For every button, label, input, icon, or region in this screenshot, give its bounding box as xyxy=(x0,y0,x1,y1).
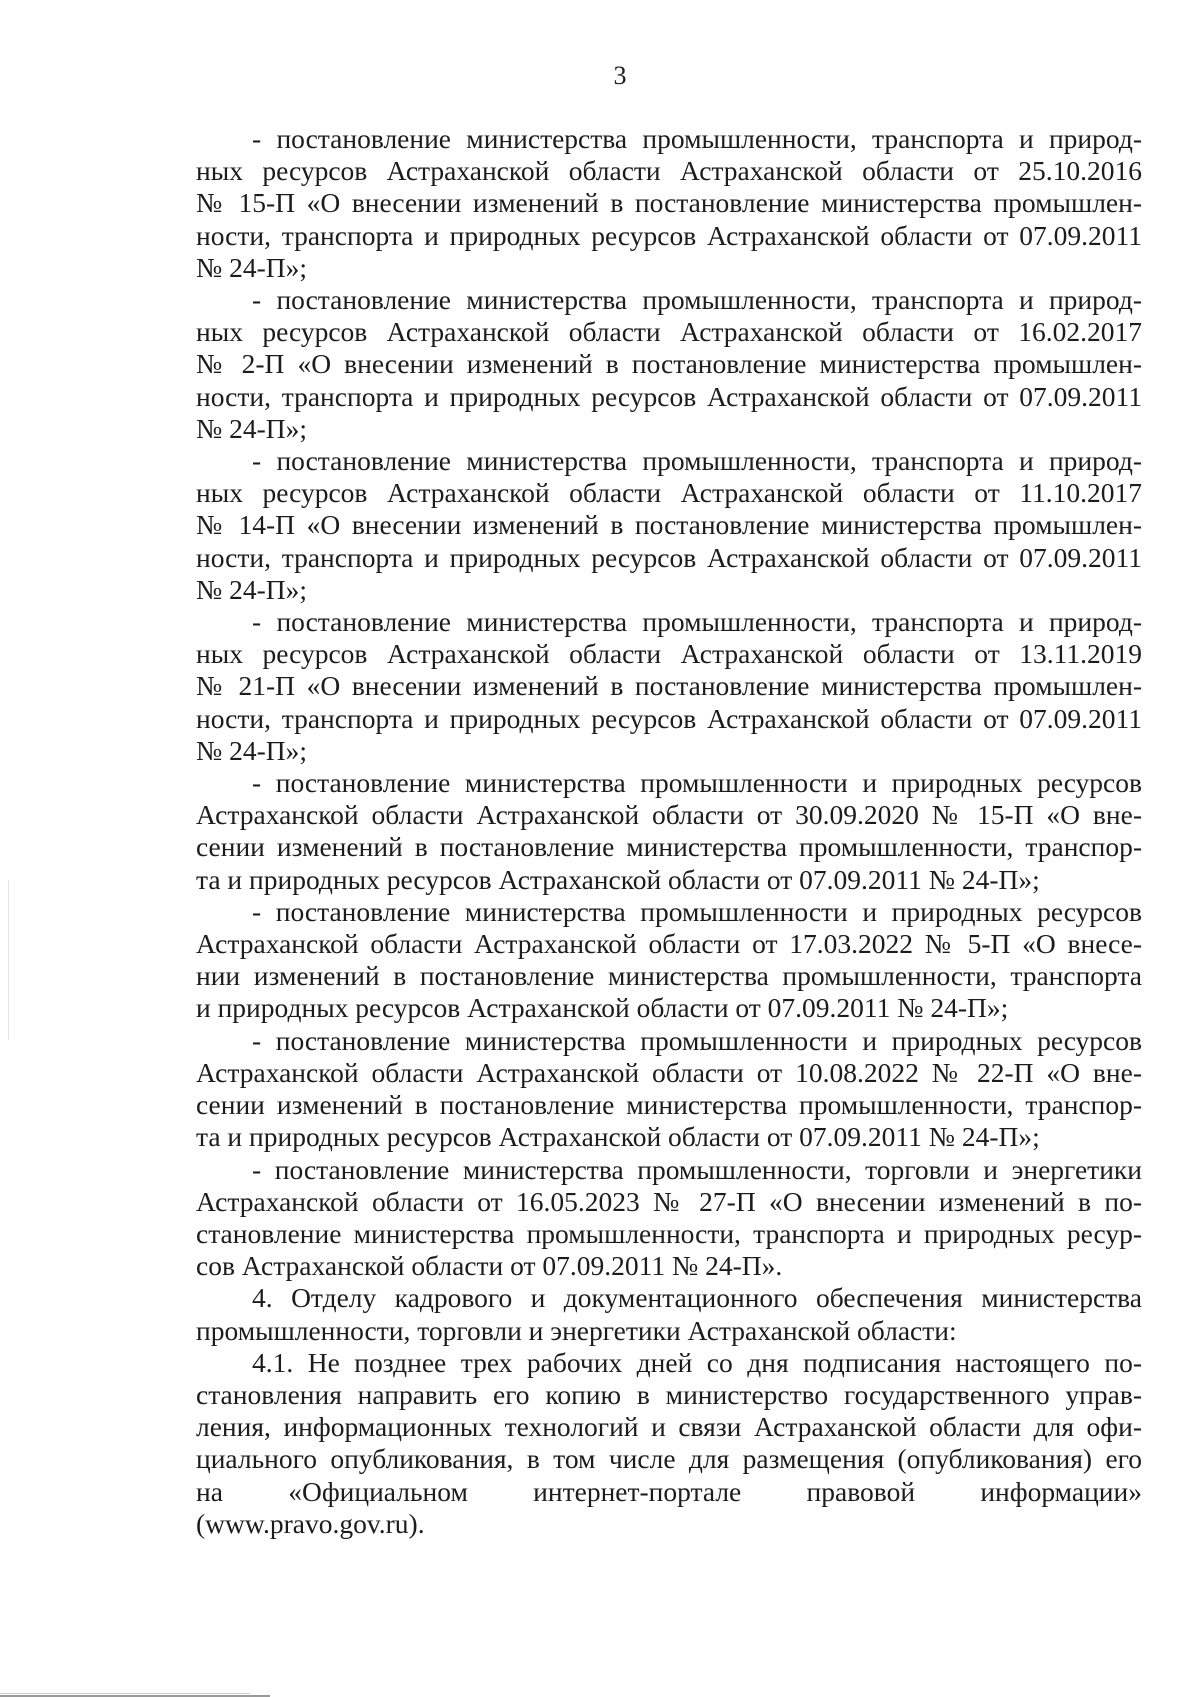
text-line: - постановление министерства промышленности и природных ресурсов xyxy=(252,767,1142,799)
text-line: - постановление министерства промышленности, транспорта и природ- xyxy=(252,445,1142,477)
text-line: та и природных ресурсов Астраханской области от 07.09.2011 № 24-П»; xyxy=(196,1121,1040,1153)
text-line: - постановление министерства промышленности и природных ресурсов xyxy=(252,895,1142,927)
text-line: 4.1. Не позднее трех рабочих дней со дня подписания настоящего по- xyxy=(252,1346,1142,1378)
text-line: сении изменений в постановление министерства промышленности, транспор- xyxy=(196,1089,1142,1121)
paragraph-amendment-2017-feb xyxy=(196,284,1142,445)
text-line: ных ресурсов Астраханской области Астраханской области от 11.10.2017 xyxy=(196,477,1142,509)
text-line: циального опубликования, в том числе для размещения (опубликования) его xyxy=(196,1443,1142,1475)
document-body xyxy=(196,123,1142,1540)
text-line: ности, транспорта и природных ресурсов Астраханской области от 07.09.2011 xyxy=(196,541,1142,573)
text-line: сении изменений в постановление министерства промышленности, транспор- xyxy=(196,831,1142,863)
paragraph-amendment-2016 xyxy=(196,123,1142,284)
text-line: № 2-П «О внесении изменений в постановление министерства промышлен- xyxy=(196,348,1142,380)
text-line: ности, транспорта и природных ресурсов Астраханской области от 07.09.2011 xyxy=(196,702,1142,734)
text-line: 4. Отделу кадрового и документационного обеспечения министерства xyxy=(252,1282,1142,1314)
text-line: № 24-П»; xyxy=(196,251,308,283)
text-line: и природных ресурсов Астраханской области от 07.09.2011 № 24-П»; xyxy=(196,992,1009,1024)
paragraph-amendment-2022-aug xyxy=(196,1025,1142,1154)
text-line: № 15-П «О внесении изменений в постановление министерства промышлен- xyxy=(196,187,1142,219)
text-line: ности, транспорта и природных ресурсов Астраханской области от 07.09.2011 xyxy=(196,219,1142,251)
paragraph-amendment-2019 xyxy=(196,606,1142,767)
text-line: нии изменений в постановление министерства промышленности, транспорта xyxy=(196,960,1142,992)
text-line: № 14-П «О внесении изменений в постановление министерства промышлен- xyxy=(196,509,1142,541)
text-line: Астраханской области от 16.05.2023 № 27-П «О внесении изменений в по- xyxy=(196,1185,1142,1217)
text-line: Астраханской области Астраханской области от 10.08.2022 № 22-П «О вне- xyxy=(196,1056,1142,1088)
text-line: ных ресурсов Астраханской области Астраханской области от 25.10.2016 xyxy=(196,155,1142,187)
paragraph-item-4-1 xyxy=(196,1347,1142,1540)
text-line: - постановление министерства промышленности и природных ресурсов xyxy=(252,1024,1142,1056)
scan-artifact xyxy=(0,1693,250,1694)
text-line: - постановление министерства промышленности, транспорта и природ- xyxy=(252,284,1142,316)
text-line: - постановление министерства промышленности, торговли и энергетики xyxy=(252,1153,1142,1185)
text-line: на «Официальном интернет-портале правовой информации» xyxy=(196,1475,1142,1507)
paragraph-amendment-2023 xyxy=(196,1154,1142,1283)
text-line: ных ресурсов Астраханской области Астраханской области от 16.02.2017 xyxy=(196,316,1142,348)
text-line: становления направить его копию в министерство государственного управ- xyxy=(196,1378,1142,1410)
text-line: Астраханской области Астраханской области от 17.03.2022 № 5-П «О внесе- xyxy=(196,928,1142,960)
text-line: промышленности, торговли и энергетики Астраханской области: xyxy=(196,1314,957,1346)
text-line: Астраханской области Астраханской области от 30.09.2020 № 15-П «О вне- xyxy=(196,799,1142,831)
scan-artifact xyxy=(8,880,9,1040)
text-line: (www.pravo.gov.ru). xyxy=(196,1507,425,1539)
page-number: 3 xyxy=(613,61,627,90)
text-line: та и природных ресурсов Астраханской области от 07.09.2011 № 24-П»; xyxy=(196,863,1040,895)
paragraph-amendment-2022-mar xyxy=(196,896,1142,1025)
text-line: № 24-П»; xyxy=(196,573,308,605)
text-line: - постановление министерства промышленности, транспорта и природ- xyxy=(252,123,1142,154)
text-line: - постановление министерства промышленности, транспорта и природ- xyxy=(252,606,1142,638)
text-line: становление министерства промышленности, транспорта и природных ресур- xyxy=(196,1217,1142,1249)
text-line: ных ресурсов Астраханской области Астраханской области от 13.11.2019 xyxy=(196,638,1142,670)
paragraph-amendment-2020 xyxy=(196,767,1142,896)
text-line: № 24-П»; xyxy=(196,412,308,444)
text-line: № 24-П»; xyxy=(196,734,308,766)
text-line: ления, информационных технологий и связи Астраханской области для офи- xyxy=(196,1411,1142,1443)
paragraph-amendment-2017-oct xyxy=(196,445,1142,606)
paragraph-item-4 xyxy=(196,1282,1142,1346)
text-line: № 21-П «О внесении изменений в постановление министерства промышлен- xyxy=(196,670,1142,702)
text-line: ности, транспорта и природных ресурсов Астраханской области от 07.09.2011 xyxy=(196,380,1142,412)
text-line: сов Астраханской области от 07.09.2011 № 24-П». xyxy=(196,1250,783,1282)
